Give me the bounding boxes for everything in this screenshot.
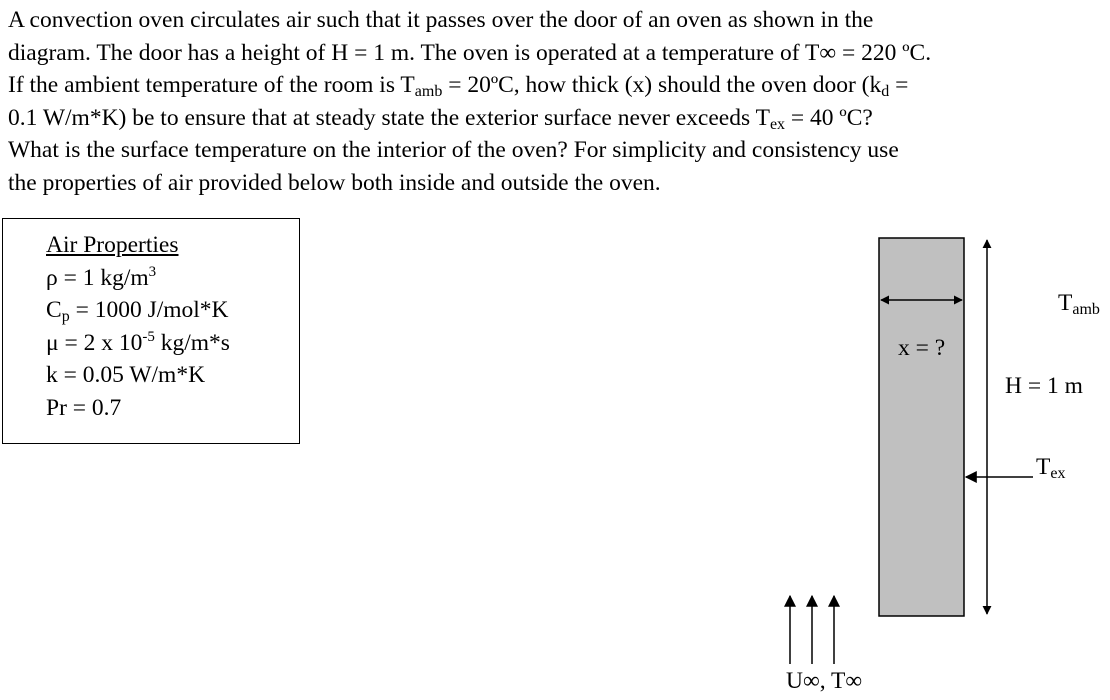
ambient-temp-label: $T_{amb}$ — [1058, 290, 1100, 318]
oven-door — [879, 238, 964, 616]
flow-label: U∞, T∞ — [786, 668, 863, 694]
height-label: H = 1 m — [1005, 373, 1083, 399]
problem-line-4: 0.1 W/m*K) be to ensure that at steady state the exterior surface never exceeds $T_{ex} = 40$ ºC? — [8, 104, 873, 133]
problem-line-1: A convection oven circulates air such that it passes over the door of an oven as shown in the — [8, 7, 874, 33]
conductivity-row: k = 0.05 W/m*K — [46, 362, 206, 389]
viscosity-row: μ = 2 x $10^{-5}$ kg/m*s — [46, 328, 230, 356]
density-row: ρ = 1 $kg/m^3$ — [46, 263, 157, 291]
prandtl-row: Pr = 0.7 — [46, 394, 122, 421]
problem-line-6: the properties of air provided below both inside and outside the oven. — [8, 169, 661, 196]
air-properties-title: Air Properties — [46, 232, 179, 258]
problem-line-3: If the ambient temperature of the room is $T_{amb}$ = 20ºC, how thick (x) should the oven door ($k_d$ = — [8, 72, 909, 101]
problem-line-2: diagram. The door has a height of H = 1 m. The oven is operated at a temperature of T∞ = 220 ºC. — [8, 39, 932, 66]
heat-capacity-row: $C_p = 1000$ J/mol*K — [46, 297, 229, 326]
problem-line-5: What is the surface temperature on the interior of the oven? For simplicity and consistency use — [8, 137, 899, 164]
thickness-label: x = ? — [898, 335, 946, 361]
exterior-temp-label: $T_{ex}$ — [1036, 454, 1066, 482]
